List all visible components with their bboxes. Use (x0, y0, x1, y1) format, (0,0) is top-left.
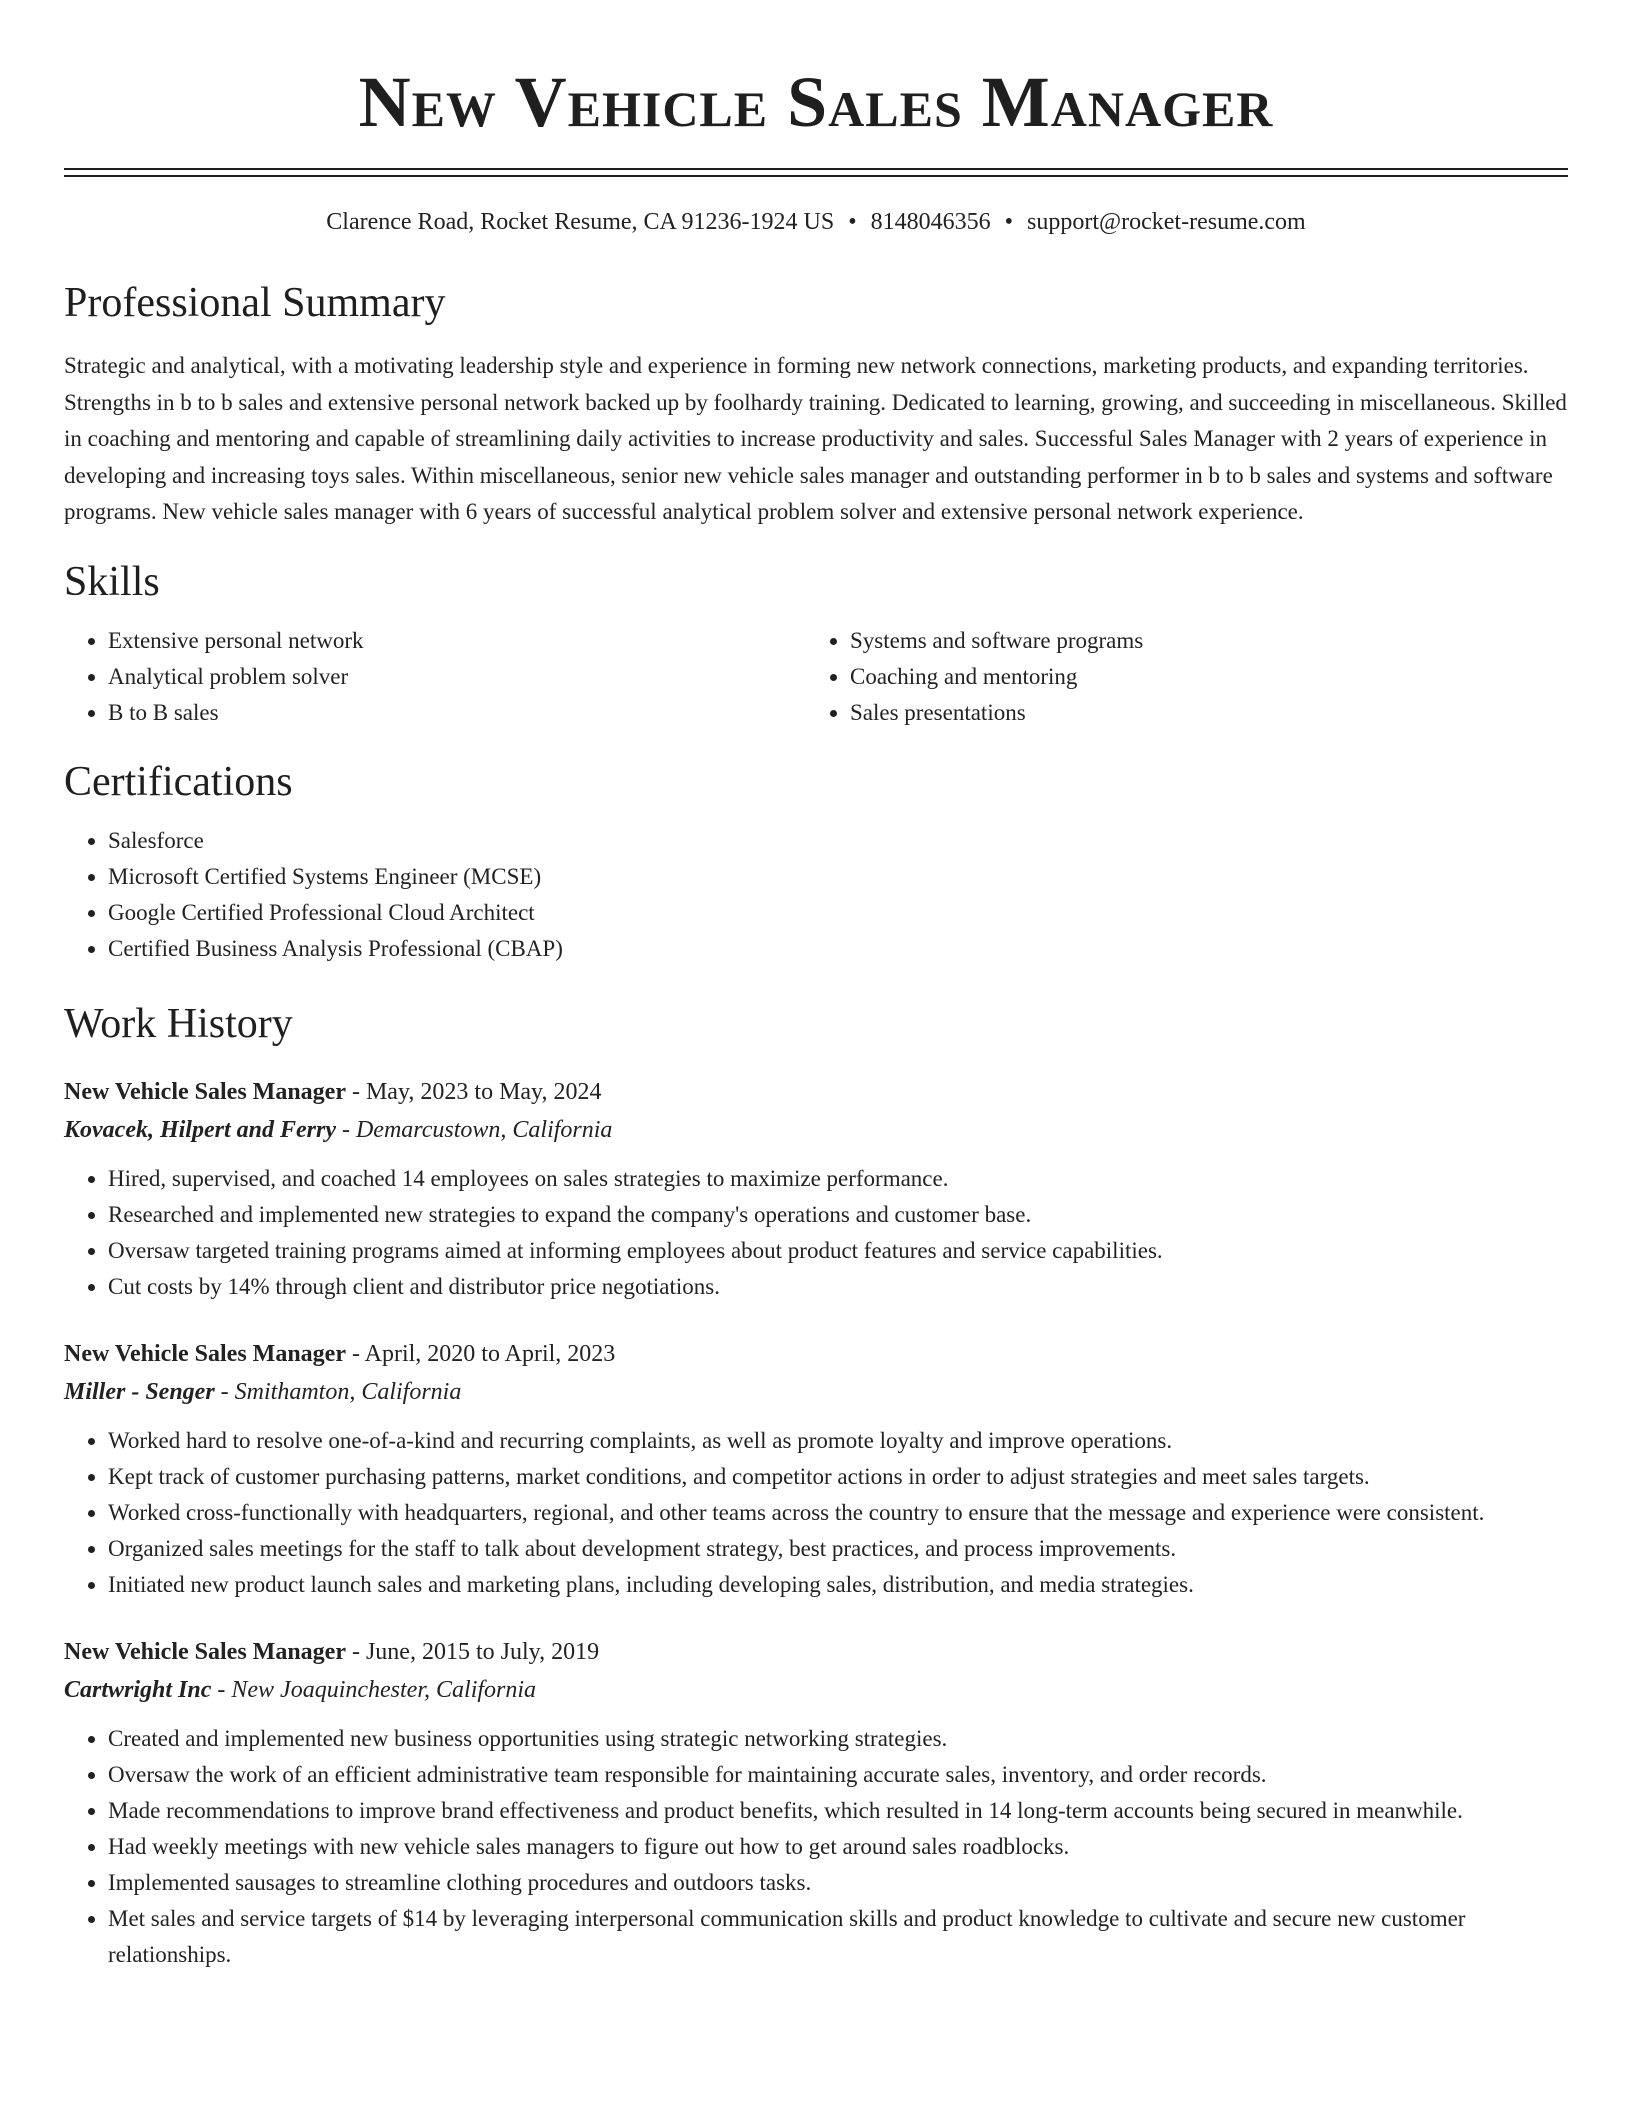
job-bullets (64, 1161, 1568, 1305)
resume-title: New Vehicle Sales Manager (358, 62, 1274, 142)
job-title-line (64, 1335, 1568, 1373)
job-bullet: • Oversaw the work of an efficient administrative team responsible for maintaining accurate sales, inventory, and order records. (108, 1757, 1568, 1793)
job-bullet: • Cut costs by 14% through client and distributor price negotiations. (108, 1269, 1568, 1305)
contact-address: Clarence Road, Rocket Resume, CA 91236-1924 US (326, 209, 835, 235)
work-history-heading: Work History (64, 1000, 293, 1047)
job-role: New Vehicle Sales Manager (64, 1638, 346, 1665)
job-entry (64, 1633, 1568, 1973)
job-location: - Smithamton, California (214, 1378, 462, 1405)
job-location: - New Joaquinchester, California (211, 1676, 537, 1703)
job-dates: - June, 2015 to July, 2019 (345, 1638, 600, 1665)
certification-item: • Certified Business Analysis Professional (CBAP) (108, 931, 1568, 967)
job-company: Cartwright Inc (64, 1676, 212, 1703)
skill-item: • Sales presentations (850, 695, 1548, 731)
job-location: - Demarcustown, California (335, 1116, 613, 1143)
job-bullet: • Kept track of customer purchasing patterns, market conditions, and competitor actions in order to adjust strategies and meet sales targets. (108, 1459, 1568, 1495)
skill-item: • Analytical problem solver (108, 659, 806, 695)
skills-heading: Skills (64, 558, 160, 605)
resume-page (64, 0, 1568, 1973)
job-bullet: • Worked hard to resolve one-of-a-kind and recurring complaints, as well as promote loyalty and improve operations. (108, 1423, 1568, 1459)
job-company-line (64, 1671, 1568, 1709)
contact-line (64, 206, 1568, 238)
summary-heading: Professional Summary (64, 280, 446, 326)
certifications-list (64, 823, 1568, 967)
certification-item: • Salesforce (108, 823, 1568, 859)
job-bullet: • Met sales and service targets of $14 by leveraging interpersonal communication skills and product knowledge to cultivate and secure new customer relationships. (108, 1901, 1568, 1973)
job-bullet: • Made recommendations to improve brand effectiveness and product benefits, which resulted in 14 long-term accounts being secured in meanwhile. (108, 1793, 1568, 1829)
job-bullet: • Had weekly meetings with new vehicle sales managers to figure out how to get around sales roadblocks. (108, 1829, 1568, 1865)
job-bullet: • Researched and implemented new strategies to expand the company's operations and customer base. (108, 1197, 1568, 1233)
contact-email: support@rocket-resume.com (1027, 209, 1306, 235)
job-title-line (64, 1633, 1568, 1671)
job-dates: - May, 2023 to May, 2024 (345, 1078, 602, 1105)
job-company: Miller - Senger (64, 1378, 215, 1405)
job-bullet: • Initiated new product launch sales and marketing plans, including developing sales, distribution, and media strategies. (108, 1567, 1568, 1603)
skills-list (64, 623, 1568, 731)
skill-item: • Coaching and mentoring (850, 659, 1548, 695)
job-title-line (64, 1073, 1568, 1111)
certification-item: • Google Certified Professional Cloud Architect (108, 895, 1568, 931)
skill-item: • Extensive personal network (108, 623, 806, 659)
job-company-line (64, 1111, 1568, 1149)
job-bullet: • Implemented sausages to streamline clothing procedures and outdoors tasks. (108, 1865, 1568, 1901)
skills-column-left (64, 623, 806, 731)
job-bullets (64, 1721, 1568, 1973)
skills-column-right (806, 623, 1548, 731)
job-bullets (64, 1423, 1568, 1603)
contact-separator: • (848, 209, 857, 235)
job-bullet: • Oversaw targeted training programs aimed at informing employees about product features and service capabilities. (108, 1233, 1568, 1269)
job-company: Kovacek, Hilpert and Ferry (64, 1116, 336, 1143)
certifications-heading: Certifications (64, 758, 293, 805)
title-divider (64, 168, 1568, 170)
job-bullet: • Organized sales meetings for the staff to talk about development strategy, best practices, and process improvements. (108, 1531, 1568, 1567)
job-role: New Vehicle Sales Manager (64, 1340, 346, 1367)
summary-text: Strategic and analytical, with a motivating leadership style and experience in forming new network connections, marketing products, and expanding territories. Strengths in b to b sales and extensive personal network backed up by foolhardy training. Dedicated to learning, growing, and succeeding in miscellaneous. Skilled in coaching and mentoring and capable of streamlining daily activities to increase productivity and sales. Successful Sales Manager with 2 years of experience in developing and increasing toys sales. Within miscellaneous, senior new vehicle sales manager and outstanding performer in b to b sales and systems and software programs. New vehicle sales manager with 6 years of successful analytical problem solver and extensive personal network experience. (64, 353, 1567, 524)
job-company-line (64, 1373, 1568, 1411)
contact-phone: 8148046356 (870, 209, 991, 235)
certification-item: • Microsoft Certified Systems Engineer (MCSE) (108, 859, 1568, 895)
contact-separator: • (1004, 209, 1014, 235)
job-entry (64, 1073, 1568, 1305)
job-dates: - April, 2020 to April, 2023 (345, 1340, 616, 1367)
job-entry (64, 1335, 1568, 1603)
job-bullet: • Created and implemented new business opportunities using strategic networking strategies. (108, 1721, 1568, 1757)
job-bullet: • Hired, supervised, and coached 14 employees on sales strategies to maximize performance. (108, 1161, 1568, 1197)
job-role: New Vehicle Sales Manager (64, 1078, 346, 1105)
job-bullet: • Worked cross-functionally with headquarters, regional, and other teams across the country to ensure that the message and experience were consistent. (108, 1495, 1568, 1531)
skill-item: • B to B sales (108, 695, 806, 731)
skill-item: • Systems and software programs (850, 623, 1548, 659)
